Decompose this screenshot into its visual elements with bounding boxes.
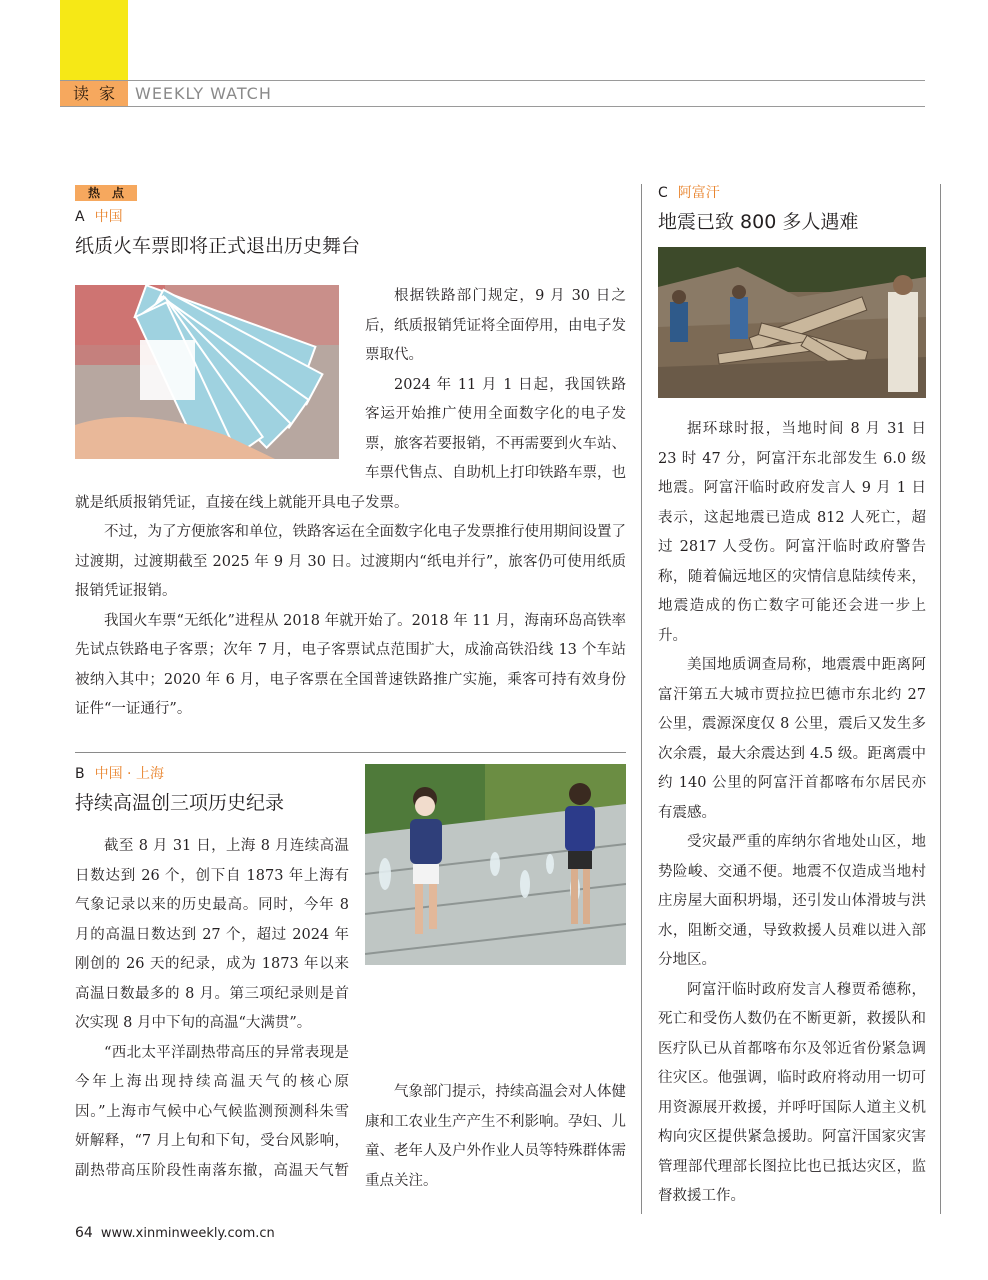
section-subtitle: WEEKLY WATCH — [135, 84, 272, 103]
article-c-paragraph: 受灾最严重的库纳尔省地处山区，地势险峻、交通不便。地震不仅造成当地村庄房屋大面积坍塌，还引发山体滑坡与洪水，阻断交通，导致救援人员难以进入部分地区。 — [658, 834, 926, 968]
article-divider — [75, 752, 626, 753]
header-divider-top — [60, 80, 925, 81]
article-b-paragraph: “西北太平洋副热带高压的异常表现是今年上海出现持续高温天气的核心原因。”上海市气候中心气候监测预测科朱雪妍解释，“7 月上旬和下旬，受台风影响，副热带高压阶段性南落东撤，高温天气暂 — [75, 1044, 349, 1179]
article-c-letter: C — [658, 185, 668, 201]
article-a-kicker — [75, 208, 123, 226]
website-link[interactable]: www.xinminweekly.com.cn — [100, 1226, 275, 1241]
article-b-column-right — [365, 983, 626, 1196]
header-color-tab — [60, 0, 128, 80]
article-a-photo-float — [75, 282, 365, 466]
article-c-body — [658, 415, 926, 1212]
article-a-region: 中国 — [94, 209, 123, 225]
article-b-paragraph: 截至 8 月 31 日，上海 8 月连续高温日数达到 26 个，创下自 1873 年上海有气象记录以来的历史最高。同时，今年 8 月的高温日数达到 27 个，超过 2024 年刚创的 26 天的纪录，成为 1873 年以来高温日数最多的 8 月。第三项纪录则是首次实现 8 月中下旬的高温“大满贯”。 — [75, 838, 349, 1031]
article-b-kicker — [75, 765, 164, 783]
article-b-region: 中国 · 上海 — [94, 766, 164, 782]
article-c-photo-earthquake-rubble — [658, 247, 926, 398]
article-b-column-left — [75, 832, 349, 1186]
article-c-paragraph: 美国地质调查局称，地震震中距离阿富汗第五大城市贾拉拉巴德市东北约 27 公里，震源深度仅 8 公里，震后又发生多次余震，最大余震达到 4.5 级。距离震中约 140 公里的阿富汗首都喀布尔居民亦有震感。 — [658, 657, 926, 821]
article-c-paragraph: 阿富汗临时政府发言人穆贾希德称，死亡和受伤人数仍在不断更新，救援队和医疗队已从首都喀布尔及邻近省份紧急调往灾区。他强调，临时政府将动用一切可用资源展开救援，并呼吁国际人道主义机构向灾区提供紧急援助。阿富汗国家灾害管理部代理部长图拉比也已抵达灾区，监督救援工作。 — [658, 981, 926, 1204]
header-divider-bottom — [60, 106, 925, 107]
article-b-paragraph: 气象部门提示，持续高温会对人体健康和工农业生产产生不利影响。孕妇、儿童、老年人及户外作业人员等特殊群体需重点关注。 — [365, 1084, 626, 1189]
article-c-kicker — [658, 184, 720, 202]
column-divider-right — [940, 184, 941, 1214]
article-a-body — [75, 282, 626, 725]
article-b-letter: B — [75, 766, 85, 782]
section-label: 读家 — [60, 81, 128, 106]
page-footer — [75, 1225, 275, 1241]
article-a-letter: A — [75, 209, 85, 225]
article-c-title: 地震已致 800 多人遇难 — [658, 211, 859, 233]
hot-tag: 热点 — [75, 185, 137, 201]
page-number: 64 — [75, 1225, 93, 1241]
article-a-paragraph: 2024 年 11 月 1 日起，我国铁路客运开始推广使用全面数字化的电子发票，旅客若要报销，不再需要到火车站、车票代售点、自助机上打印铁路车票，也就是纸质报销凭证，直接在线上就能开具电子发票。 — [75, 376, 626, 511]
article-c-paragraph: 据环球时报，当地时间 8 月 31 日 23 时 47 分，阿富汗东北部发生 6.0 级地震。阿富汗临时政府发言人 9 月 1 日表示，这起地震已造成 812 人死亡，超过 2817 人受伤。阿富汗临时政府警告称，随着偏远地区的灾情信息陆续传来，地震造成的伤亡数字可能还会进一步上升。 — [658, 421, 926, 644]
article-a-paragraph: 不过，为了方便旅客和单位，铁路客运在全面数字化电子发票推行使用期间设置了过渡期，过渡期截至 2025 年 9 月 30 日。过渡期内“纸电并行”，旅客仍可使用纸质报销凭证报销。 — [75, 524, 626, 599]
column-divider-left — [641, 184, 642, 1214]
article-a-paragraph: 根据铁路部门规定，9 月 30 日之后，纸质报销凭证将全面停用，由电子发票取代。 — [365, 288, 626, 363]
article-b-title: 持续高温创三项历史纪录 — [75, 792, 285, 814]
article-b-photo-children-fountain — [365, 764, 626, 965]
article-b-paragraph-continued — [365, 983, 626, 1072]
article-a-title: 纸质火车票即将正式退出历史舞台 — [75, 235, 361, 257]
article-c-region: 阿富汗 — [677, 185, 720, 201]
article-a-paragraph: 我国火车票“无纸化”进程从 2018 年就开始了。2018 年 11 月，海南环岛高铁率先试点铁路电子客票；次年 7 月，电子客票试点范围扩大，成渝高铁沿线 13 个车站被纳入其中；2020 年 6 月，电子客票在全国普速铁路推广实施，乘客可持有效身份证件“一证通行”。 — [75, 612, 626, 717]
